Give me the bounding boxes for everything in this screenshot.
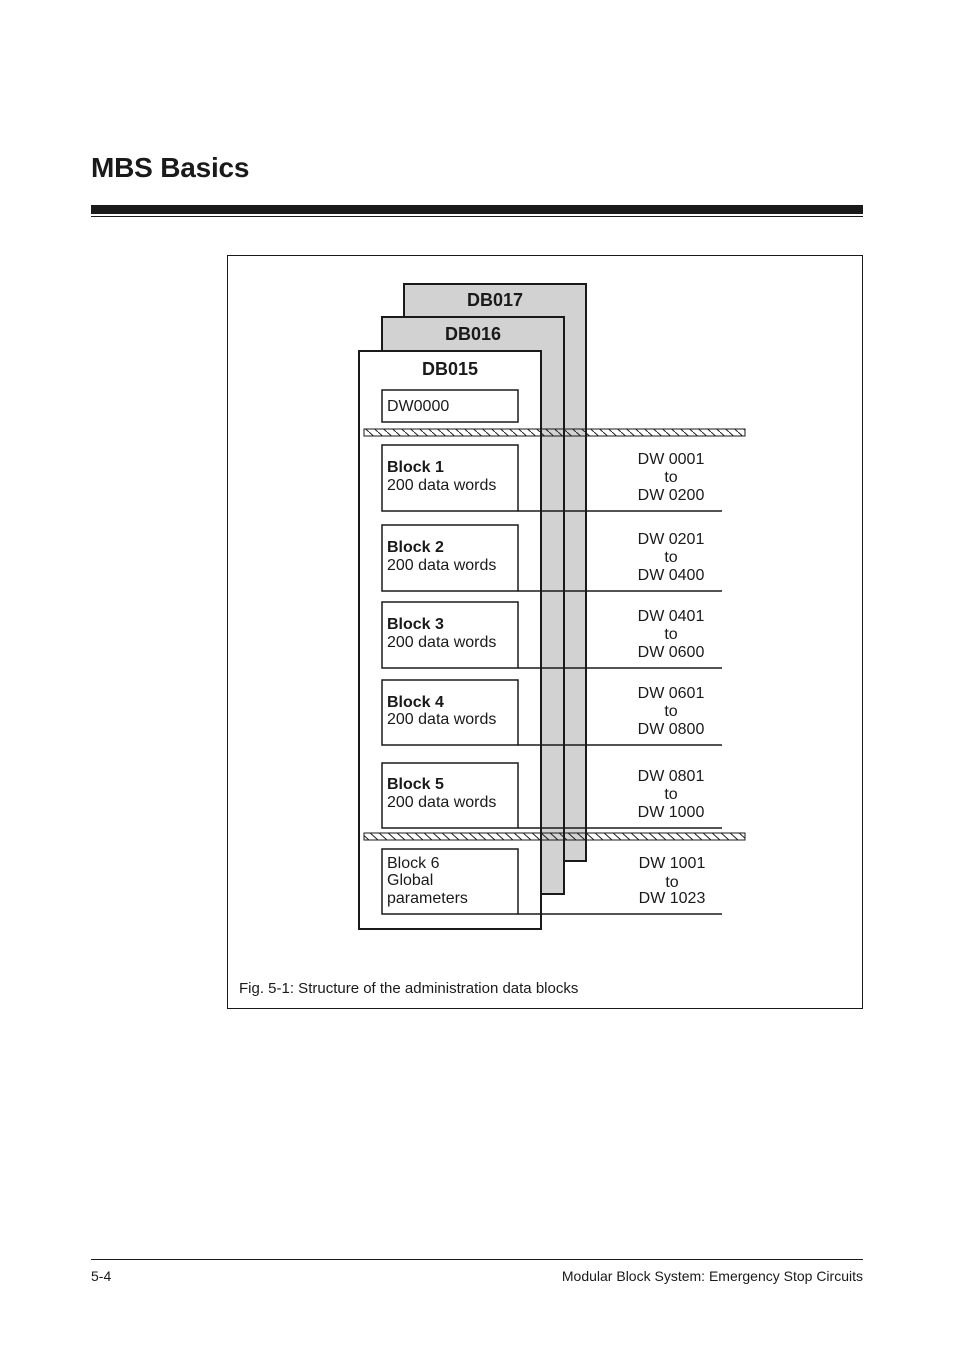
block-5-desc: 200 data words (387, 794, 497, 811)
block-6-line-1: Block 6 (387, 855, 440, 872)
block-5-title: Block 5 (387, 776, 444, 793)
block-1-title: Block 1 (387, 459, 444, 476)
block-6-line-3: parameters (387, 890, 468, 907)
page-title: MBS Basics (91, 152, 250, 183)
block-4-title: Block 4 (387, 694, 444, 711)
block-6-range-start: DW 1001 (638, 855, 706, 872)
hatch-separator-bottom (364, 833, 745, 840)
block-4-desc: 200 data words (387, 711, 497, 728)
dw0000-label: DW0000 (387, 398, 450, 415)
block-2-range-start: DW 0201 (637, 531, 705, 548)
block-6-range-end: DW 1023 (638, 890, 706, 907)
block-1-range-start: DW 0001 (637, 451, 705, 468)
footer-rule (91, 1259, 863, 1260)
block-3-desc: 200 data words (387, 634, 497, 651)
block-1-range-end: DW 0200 (637, 487, 705, 504)
footer-doc-title: Modular Block System: Emergency Stop Circuits (561, 1268, 863, 1284)
block-6-line-2: Global (387, 872, 434, 889)
block-5-range-start: DW 0801 (637, 768, 705, 785)
block-3-range-start: DW 0401 (637, 608, 705, 625)
block-1-range-to: to (664, 469, 678, 486)
block-4-range-to: to (664, 703, 678, 720)
block-3-range-end: DW 0600 (637, 644, 705, 661)
block-2-range-to: to (664, 549, 678, 566)
db016-title: DB016 (444, 324, 502, 344)
block-4-range-end: DW 0800 (637, 721, 705, 738)
block-1-desc: 200 data words (387, 477, 497, 494)
block-3-range-to: to (664, 626, 678, 643)
block-6-range-to: to (665, 874, 679, 891)
page-number: 5-4 (91, 1268, 112, 1284)
db017-title: DB017 (466, 290, 524, 310)
block-5-range-to: to (664, 786, 678, 803)
db015-title: DB015 (421, 359, 479, 379)
block-5-range-end: DW 1000 (637, 804, 705, 821)
block-4-range-start: DW 0601 (637, 685, 705, 702)
block-2-title: Block 2 (387, 539, 444, 556)
hatch-separator-top (364, 429, 745, 436)
figure-caption: Fig. 5-1: Structure of the administration data blocks (239, 980, 579, 997)
block-2-range-end: DW 0400 (637, 567, 705, 584)
block-2-desc: 200 data words (387, 557, 497, 574)
block-3-title: Block 3 (387, 616, 444, 633)
